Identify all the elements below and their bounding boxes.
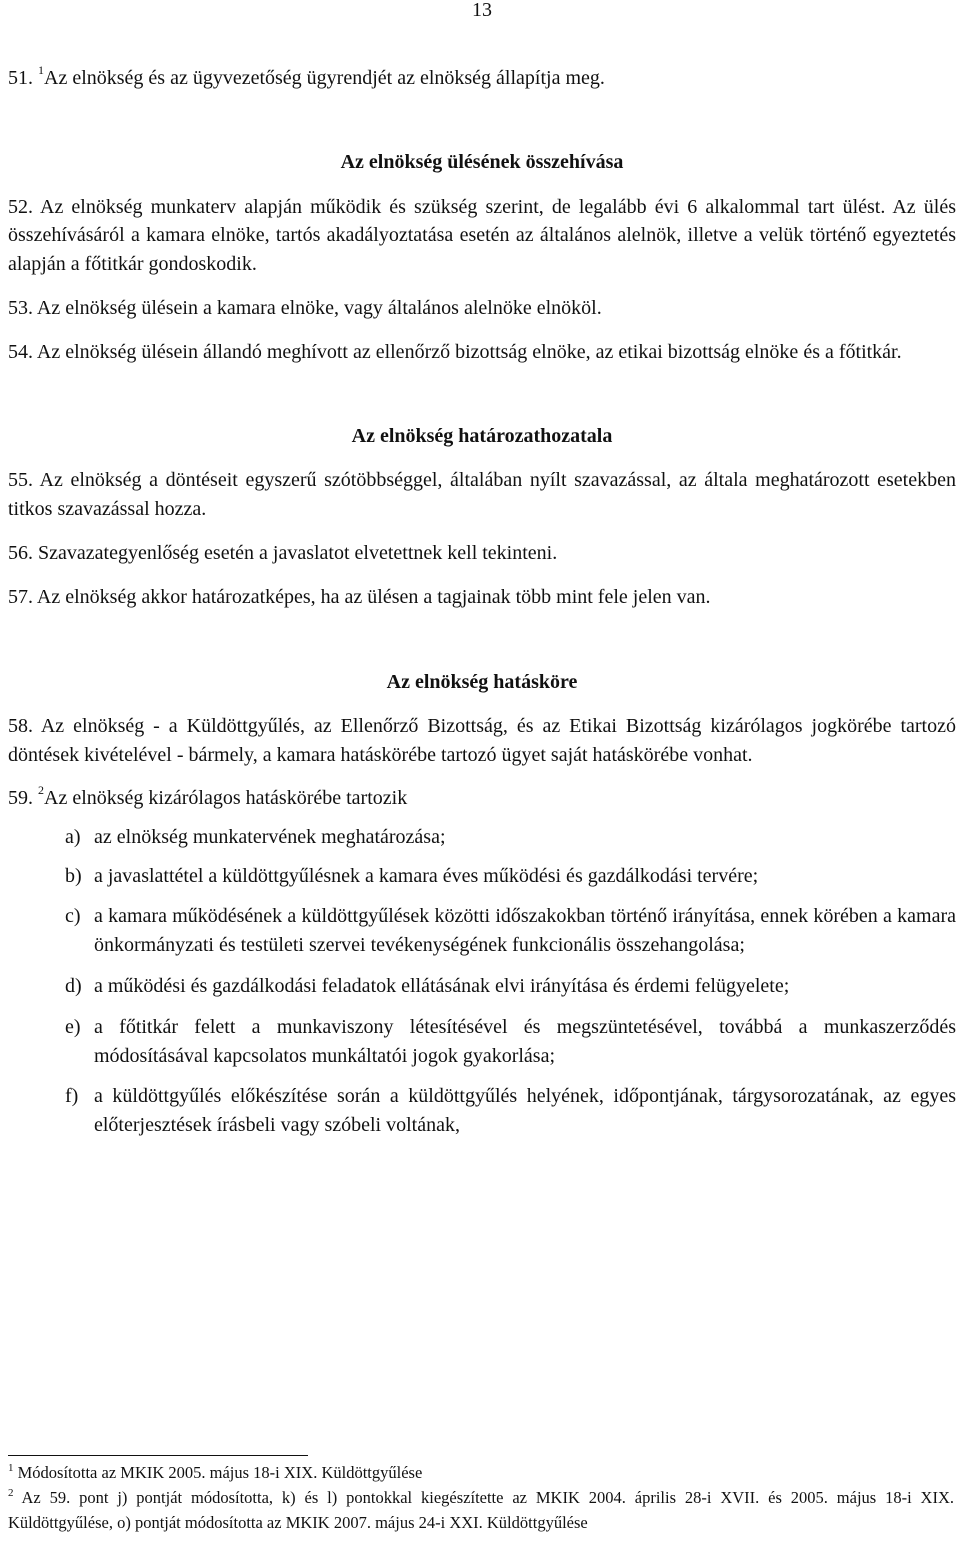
list-marker: e) [65, 1015, 81, 1038]
list-item-text: a javaslattétel a küldöttgyűlésnek a kamara éves működési és gazdálkodási tervére; [94, 864, 759, 887]
paragraph-text: Az elnökség ülésein állandó meghívott az ellenőrző bizottság elnöke, az etikai bizottság elnöke és a főtitkár. [36, 340, 902, 363]
paragraph-52 [8, 193, 956, 279]
paragraph-number: 59. [8, 786, 33, 809]
list-item [8, 1013, 956, 1071]
footnote-ref: 1 [38, 63, 44, 77]
paragraph-text: Az elnökség kizárólagos hatáskörébe tartozik [44, 786, 408, 809]
paragraph-54 [8, 338, 956, 367]
footnote-text: Módosította az MKIK 2005. május 18-i XIX. Küldöttgyűlése [17, 1463, 423, 1482]
paragraph-number: 52. [8, 195, 33, 218]
paragraph-number: 55. [8, 469, 33, 492]
footnote-text: Az 59. pont j) pontját módosította, k) és l) pontokkal kiegészítette az MKIK 2004. április 28-i XVII. és 2005. május 18-i XIX. Küldöttgyűlése, o) pontját módosította az MKIK 2007. május 24-i XXI. Küldöttgyűlése [8, 1488, 955, 1532]
footnote-ref: 2 [38, 782, 44, 797]
section-heading: Az elnökség hatásköre [386, 670, 578, 693]
paragraph-text: Az elnökség - a Küldöttgyűlés, az Ellenőrző Bizottság, és az Etikai Bizottság kizárólagos jogkörébe tartozó döntések kivételével - bármely, a kamara hatáskörébe tartozó ügyet saját hatáskörébe vonhat. [8, 715, 956, 767]
paragraph-number: 57. [8, 585, 33, 608]
document-body [8, 64, 956, 1140]
list-item [8, 902, 956, 960]
list-item [8, 1082, 956, 1140]
paragraph-text: Az elnökség ülésein a kamara elnöke, vagy általános alelnöke elnököl. [36, 296, 602, 319]
paragraph-56 [8, 539, 956, 568]
list-item [8, 823, 956, 852]
paragraph-text: Az elnökség a döntéseit egyszerű szótöbbséggel, általában nyílt szavazással, az általa meghatározott esetekben titkos szavazással hozza. [8, 469, 956, 521]
list-item-text: a kamara működésének a küldöttgyűlések közötti időszakokban történő irányítása, ennek körében a kamara önkormányzati és testületi szervei tevékenységének funkcionális összehangolása; [94, 905, 956, 957]
footnote-number: 2 [8, 1487, 14, 1499]
paragraph-text: Az elnökség és az ügyvezetőség ügyrendjét az elnökség állapítja meg. [44, 67, 605, 89]
section-heading: Az elnökség ülésének összehívása [340, 150, 624, 173]
paragraph-number: 54. [8, 340, 33, 363]
list-item-text: a küldöttgyűlés előkészítése során a küldöttgyűlés helyének, időpontjának, tárgysorozatának, az egyes előterjesztések írásbeli vagy szóbeli voltának, [94, 1085, 956, 1137]
section-heading: Az elnökség határozathozatala [351, 424, 613, 447]
footnote-separator [8, 1455, 308, 1456]
paragraph-number: 58. [8, 715, 33, 738]
list-item-text: az elnökség munkatervének meghatározása; [94, 825, 446, 848]
list-item [8, 862, 956, 891]
paragraph-58 [8, 712, 956, 770]
paragraph-text: Az elnökség akkor határozatképes, ha az ülésen a tagjainak több mint fele jelen van. [36, 585, 711, 608]
paragraph-number: 53. [8, 296, 33, 319]
paragraph-51 [8, 64, 956, 93]
list-marker: a) [65, 825, 81, 848]
paragraph-55 [8, 466, 956, 524]
paragraph-number: 56. [8, 541, 33, 564]
footnotes [8, 1460, 954, 1535]
footnote [8, 1460, 954, 1485]
page-number: 13 [472, 0, 492, 21]
paragraph-text: Szavazategyenlőség esetén a javaslatot elvetettnek kell tekinteni. [38, 541, 558, 564]
footnote [8, 1485, 954, 1535]
list-marker: d) [65, 974, 82, 997]
list-item [8, 972, 956, 1001]
paragraph-59 [8, 784, 956, 813]
list [8, 823, 956, 1140]
footnote-number: 1 [8, 1462, 14, 1474]
paragraph-text: Az elnökség munkaterv alapján működik és szükség szerint, de legalább évi 6 alkalommal tart ülést. Az ülés összehívásáról a kamara elnöke, tartós akadályoztatása esetén az általános alelnök, illetve a velük történő egyeztetés alapján a főtitkár gondoskodik. [8, 195, 956, 276]
list-item-text: a főtitkár felett a munkaviszony létesítésével és megszüntetésével, továbbá a munkaszerződés módosításával kapcsolatos munkáltatói jogok gyakorlása; [94, 1015, 956, 1067]
list-marker: c) [65, 905, 81, 928]
list-marker: f) [65, 1085, 79, 1108]
paragraph-number: 51. [8, 67, 33, 89]
paragraph-53 [8, 294, 956, 323]
list-item-text: a működési és gazdálkodási feladatok ellátásának elvi irányítása és érdemi felügyelete; [94, 974, 790, 997]
paragraph-57 [8, 583, 956, 612]
list-marker: b) [65, 864, 82, 887]
